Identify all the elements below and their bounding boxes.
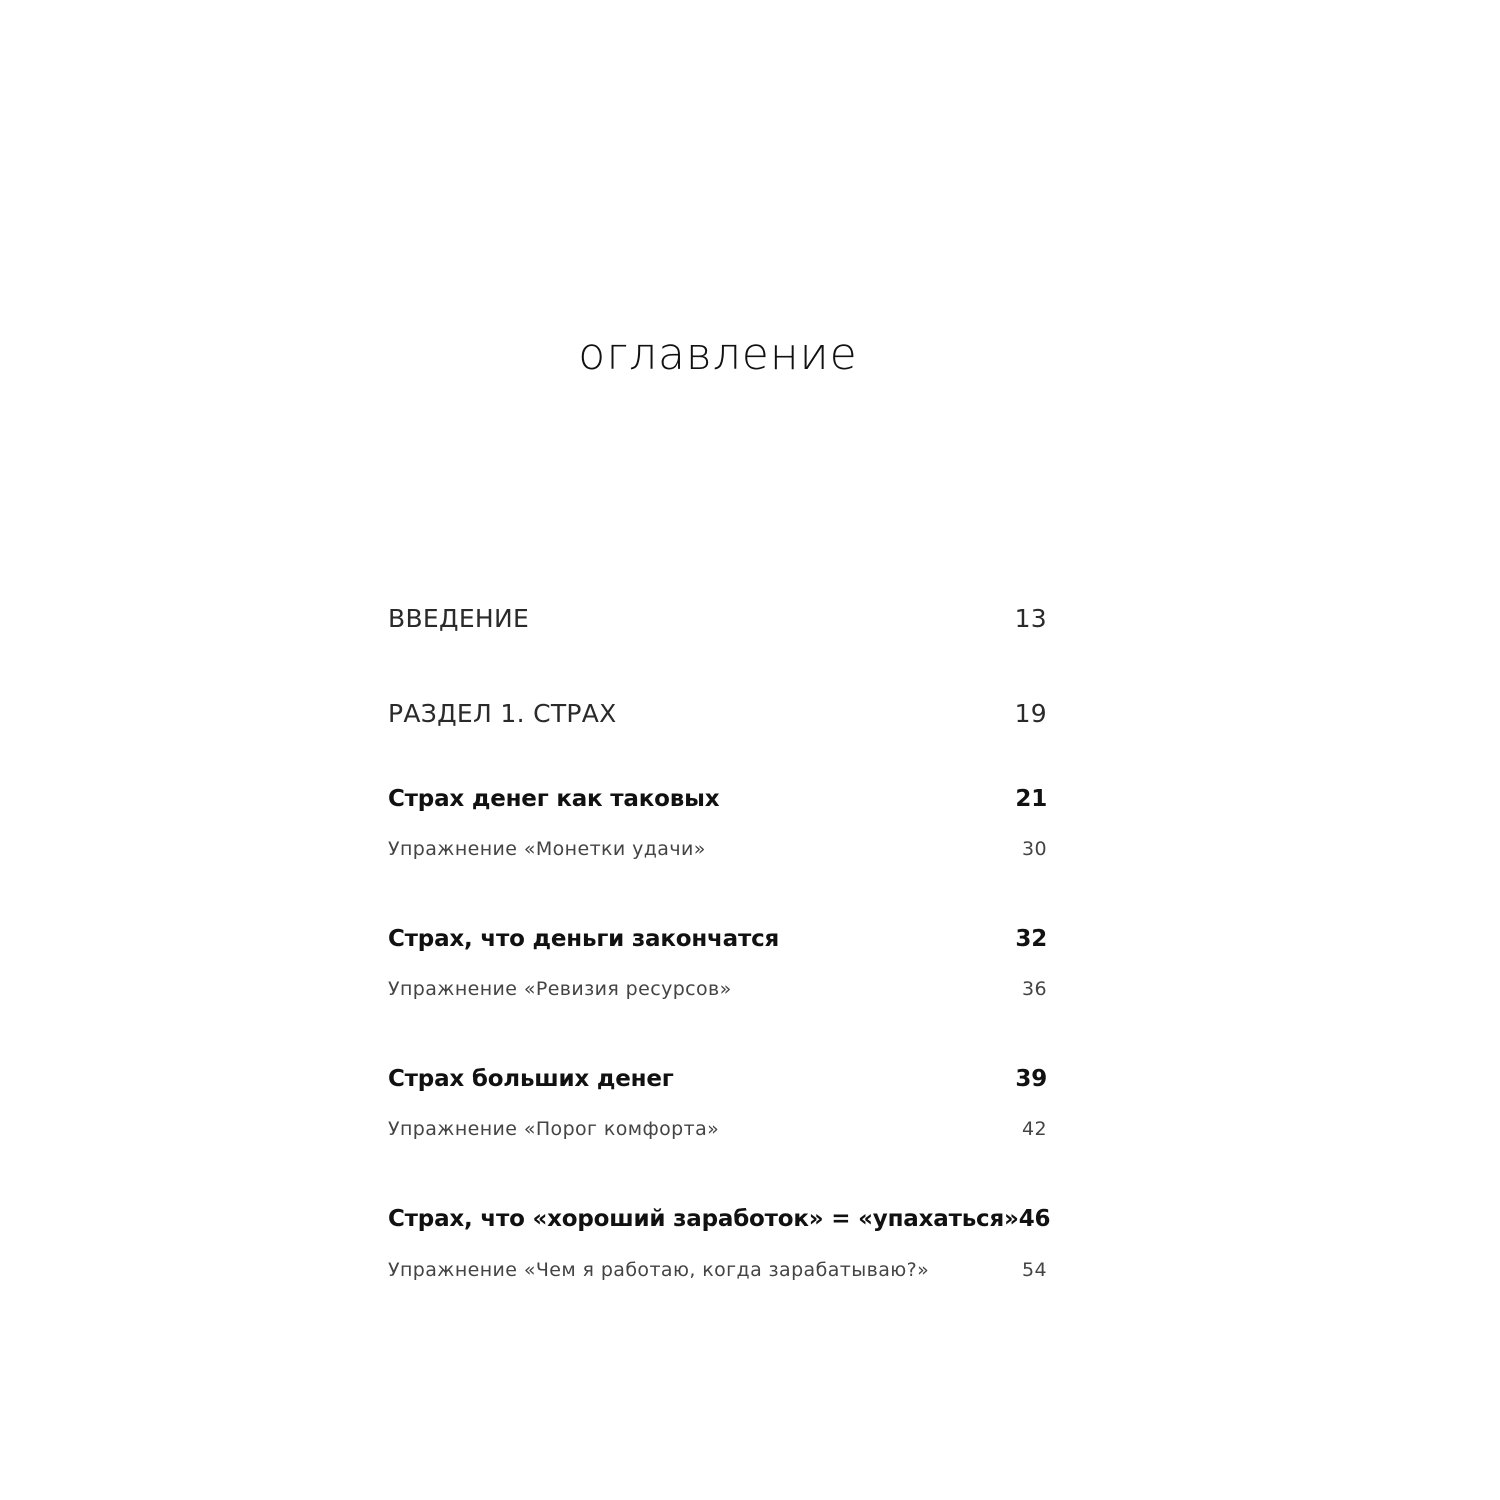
toc-entry-section-1[interactable] <box>388 699 1047 728</box>
toc-entry-chapter[interactable] <box>388 926 1047 952</box>
toc-entry-page-number: 39 <box>1015 1066 1047 1092</box>
toc-entry-label: Упражнение «Ревизия ресурсов» <box>388 978 732 1000</box>
toc-entry-page-number: 46 <box>1018 1206 1051 1232</box>
toc-entry-exercise[interactable] <box>388 838 1047 860</box>
toc-entry-exercise[interactable] <box>388 1118 1047 1140</box>
toc-entry-label: РАЗДЕЛ 1. СТРАХ <box>388 699 617 728</box>
toc-entry-chapter[interactable] <box>388 1066 1047 1092</box>
toc-entry-label: Страх, что «хороший заработок» = «упахаться» <box>388 1206 1019 1232</box>
toc-entry-page-number: 42 <box>1022 1118 1047 1140</box>
toc-entry-page-number: 30 <box>1022 838 1047 860</box>
toc-entry-label: Упражнение «Чем я работаю, когда зарабатываю?» <box>388 1259 930 1281</box>
toc-entry-page-number: 21 <box>1015 786 1047 812</box>
toc-entry-label: ВВЕДЕНИЕ <box>388 604 530 633</box>
toc-entry-page-number: 32 <box>1015 926 1047 952</box>
toc-entry-label: Страх денег как таковых <box>388 786 720 812</box>
table-of-contents <box>388 0 1051 1500</box>
toc-entry-chapter[interactable] <box>388 786 1047 812</box>
toc-entry-page-number: 54 <box>1022 1259 1047 1281</box>
toc-entry-label: Страх больших денег <box>388 1066 674 1092</box>
toc-entry-page-number: 19 <box>1014 699 1047 728</box>
toc-entry-label: Упражнение «Монетки удачи» <box>388 838 706 860</box>
toc-entry-page-number: 36 <box>1022 978 1047 1000</box>
toc-entry-page-number: 13 <box>1014 604 1047 633</box>
toc-entry-label: Страх, что деньги закончатся <box>388 926 780 952</box>
page-title: оглавление <box>578 329 858 380</box>
toc-entry-exercise[interactable] <box>388 978 1047 1000</box>
toc-entry-exercise[interactable] <box>388 1259 1047 1281</box>
toc-entry-introduction[interactable] <box>388 604 1047 633</box>
toc-entry-label: Упражнение «Порог комфорта» <box>388 1118 720 1140</box>
toc-entry-chapter[interactable] <box>388 1206 1051 1232</box>
